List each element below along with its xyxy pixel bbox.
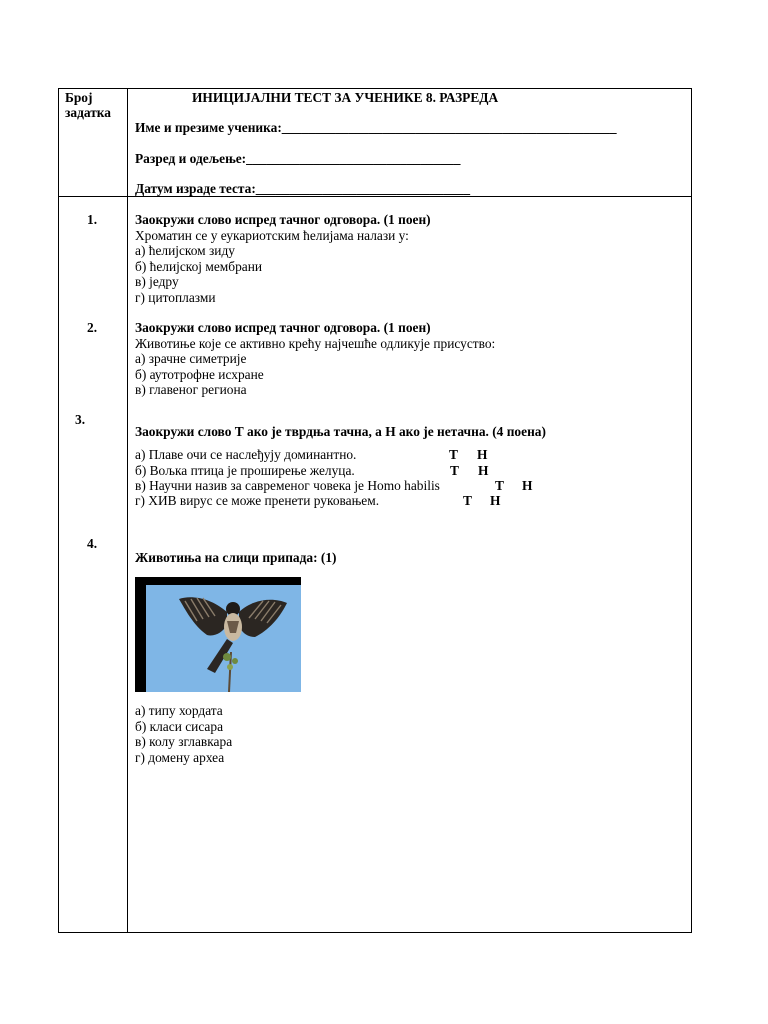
true-option[interactable]: Т bbox=[450, 463, 459, 478]
col-label-line1: Број bbox=[65, 90, 93, 105]
question-stem: Животиње које се активно крећу најчешће одликује присуство: bbox=[135, 335, 496, 351]
statement-text: б) Вољка птица је проширење желуца. bbox=[135, 463, 355, 478]
answer-option[interactable]: б) аутотрофне исхране bbox=[135, 366, 264, 382]
test-title: ИНИЦИЈАЛНИ ТЕСТ ЗА УЧЕНИКЕ 8. РАЗРЕДА bbox=[192, 90, 499, 105]
answer-option[interactable]: а) зрачне симетрије bbox=[135, 351, 247, 367]
answer-option[interactable]: г) домену археа bbox=[135, 749, 225, 765]
student-name-field[interactable]: Име и презиме ученика:__________________________________________________ bbox=[135, 120, 617, 135]
test-sheet bbox=[58, 88, 692, 933]
false-option[interactable]: Н bbox=[490, 493, 501, 508]
true-option[interactable]: Т bbox=[449, 447, 458, 462]
class-field[interactable]: Разред и одељење:________________________________ bbox=[135, 151, 461, 166]
question-stem: Хроматин се у еукариотским ћелијама налази у: bbox=[135, 227, 409, 243]
question-number: 1. bbox=[87, 212, 98, 227]
question-instruction: Заокружи слово испред тачног одговора. (1 поен) bbox=[135, 212, 431, 227]
false-option[interactable]: Н bbox=[478, 463, 489, 478]
question-4-options bbox=[135, 703, 232, 765]
date-field[interactable]: Датум израде теста:________________________________ bbox=[135, 181, 471, 196]
question-instruction: Животиња на слици припада: (1) bbox=[135, 550, 337, 565]
true-option[interactable]: Т bbox=[463, 493, 472, 508]
answer-option[interactable]: б) класи сисара bbox=[135, 718, 224, 734]
question-2 bbox=[135, 320, 495, 398]
question-1 bbox=[135, 212, 431, 306]
answer-option[interactable]: г) цитоплазми bbox=[135, 289, 216, 305]
statement-text: в) Научни назив за савременог човека је Homo habilis bbox=[135, 478, 440, 493]
bird-photo bbox=[135, 577, 301, 692]
question-instruction: Заокружи слово Т ако је тврдња тачна, а Н ако је нетачна. (4 поена) bbox=[135, 424, 546, 439]
answer-option[interactable]: а) ћелијском зиду bbox=[135, 243, 235, 259]
statement-text: а) Плаве очи се наслеђују доминантно. bbox=[135, 447, 357, 462]
answer-option[interactable]: б) ћелијској мембрани bbox=[135, 258, 263, 274]
answer-option[interactable]: в) колу зглавкара bbox=[135, 734, 233, 750]
bird-image bbox=[135, 577, 301, 692]
statement-text: г) ХИВ вирус се може пренети руковањем. bbox=[135, 493, 380, 508]
col-label-line2: задатка bbox=[65, 105, 111, 120]
question-number: 2. bbox=[87, 320, 98, 335]
task-number-column-label bbox=[65, 90, 111, 120]
answer-option[interactable]: а) типу хордата bbox=[135, 703, 223, 718]
question-instruction: Заокружи слово испред тачног одговора. (1 поен) bbox=[135, 320, 431, 335]
false-option[interactable]: Н bbox=[477, 447, 488, 462]
question-number: 3. bbox=[75, 412, 86, 427]
false-option[interactable]: Н bbox=[522, 478, 533, 493]
answer-option[interactable]: в) главеног региона bbox=[135, 382, 247, 398]
column-divider bbox=[127, 89, 128, 932]
question-number: 4. bbox=[87, 536, 98, 551]
answer-option[interactable]: в) једру bbox=[135, 274, 179, 290]
true-option[interactable]: Т bbox=[495, 478, 504, 493]
